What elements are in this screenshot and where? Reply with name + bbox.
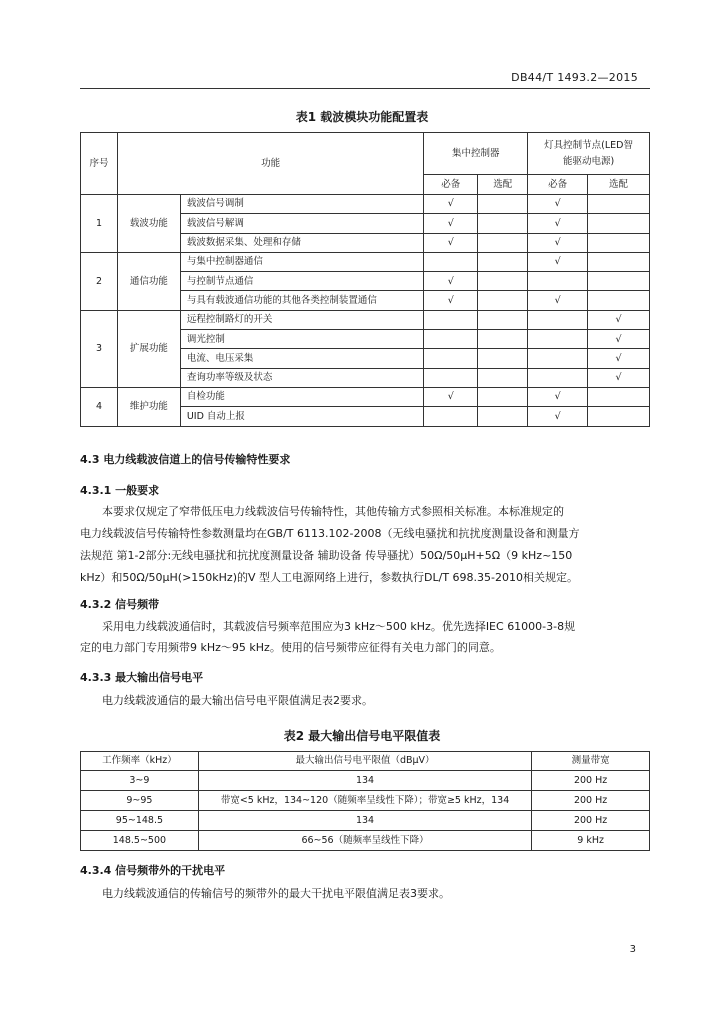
config-cell — [478, 310, 528, 329]
page-number: 3 — [629, 944, 636, 955]
group-name: 通信功能 — [117, 252, 180, 310]
table2-cell: 3~9 — [81, 771, 199, 791]
config-cell — [588, 368, 650, 387]
config-cell — [478, 349, 528, 368]
header-lamp-node — [528, 133, 650, 175]
table2-max-output-level — [80, 751, 650, 851]
config-cell — [528, 272, 588, 291]
table1-function-config — [80, 132, 650, 427]
config-cell — [528, 214, 588, 233]
config-cell — [528, 368, 588, 387]
header-rule — [80, 88, 650, 89]
table2-header-frequency: 工作频率（kHz） — [81, 752, 199, 771]
table2-cell: 200 Hz — [532, 811, 650, 831]
table-row — [81, 831, 650, 851]
config-cell — [424, 291, 478, 310]
function-item: UID 自动上报 — [180, 407, 424, 426]
function-item: 与集中控制器通信 — [180, 252, 424, 271]
config-cell — [588, 407, 650, 426]
check-mark: √ — [554, 256, 561, 268]
table-row — [81, 310, 650, 329]
section-4-3-1-paragraph-cont — [80, 523, 652, 589]
config-cell — [588, 291, 650, 310]
table2-cell: 200 Hz — [532, 791, 650, 811]
header-lamp-node-line2: 能驱动电源) — [562, 156, 615, 167]
group-number: 2 — [81, 252, 118, 310]
config-cell — [588, 330, 650, 349]
check-mark: √ — [554, 410, 561, 422]
table2-cell: 134 — [198, 811, 531, 831]
function-item: 载波信号解调 — [180, 214, 424, 233]
header-lamp-node-line1: 灯具控制节点(LED智 — [544, 139, 633, 151]
check-mark: √ — [447, 275, 454, 287]
group-number: 1 — [81, 195, 118, 253]
check-mark: √ — [554, 391, 561, 403]
config-cell — [588, 214, 650, 233]
check-mark: √ — [447, 294, 454, 306]
function-item: 载波数据采集、处理和存储 — [180, 233, 424, 252]
paragraph-line: 电力线载波信号传输特性参数测量均在GB/T 6113.102-2008（无线电骚扰和抗扰度测量设备和测量方 — [80, 527, 580, 540]
table-row — [81, 771, 650, 791]
table2-cell: 134 — [198, 771, 531, 791]
config-cell — [528, 407, 588, 426]
paragraph-line: 定的电力部门专用频带9 kHz～95 kHz。使用的信号频带应征得有关电力部门的同意。 — [80, 641, 501, 654]
function-item: 查询功率等级及状态 — [180, 368, 424, 387]
section-4-3-4-paragraph — [80, 883, 652, 905]
config-cell — [478, 330, 528, 349]
config-cell — [478, 291, 528, 310]
group-name: 载波功能 — [117, 195, 180, 253]
config-cell — [424, 233, 478, 252]
config-cell — [478, 195, 528, 214]
header-optional: 选配 — [588, 175, 650, 195]
section-4-3-1-title: 4.3.1 一般要求 — [80, 484, 160, 497]
header-optional: 选配 — [478, 175, 528, 195]
config-cell — [588, 233, 650, 252]
table2-header-limit: 最大输出信号电平限值（dBμV） — [198, 752, 531, 771]
table-row — [81, 811, 650, 831]
section-4-3-3-title: 4.3.3 最大输出信号电平 — [80, 671, 204, 684]
config-cell — [424, 310, 478, 329]
document-id: DB44/T 1493.2—2015 — [511, 71, 638, 84]
table2-cell: 66~56（随频率呈线性下降） — [198, 831, 531, 851]
config-cell — [424, 387, 478, 406]
check-mark: √ — [554, 198, 561, 210]
group-number: 3 — [81, 310, 118, 387]
config-cell — [588, 195, 650, 214]
config-cell — [478, 387, 528, 406]
config-cell — [424, 407, 478, 426]
check-mark: √ — [447, 391, 454, 403]
header-required: 必备 — [528, 175, 588, 195]
check-mark: √ — [554, 217, 561, 229]
section-4-3-3-paragraph — [80, 690, 652, 712]
group-number: 4 — [81, 387, 118, 426]
paragraph-line: kHz）和50Ω/50μH(>150kHz)的V 型人工电源网络上进行，参数执行DL/T 698.35-2010相关规定。 — [80, 571, 578, 584]
section-4-3-1-paragraph — [80, 501, 652, 523]
header-function: 功能 — [117, 133, 423, 195]
table-row — [81, 195, 650, 214]
config-cell — [478, 407, 528, 426]
config-cell — [528, 387, 588, 406]
section-4-3-4-title: 4.3.4 信号频带外的干扰电平 — [80, 864, 226, 877]
paragraph-line: 电力线载波通信的最大输出信号电平限值满足表2要求。 — [102, 694, 373, 707]
config-cell — [424, 252, 478, 271]
function-item: 载波信号调制 — [180, 195, 424, 214]
config-cell — [528, 310, 588, 329]
table2-cell: 148.5~500 — [81, 831, 199, 851]
section-4-3-2-title: 4.3.2 信号频带 — [80, 598, 160, 611]
config-cell — [588, 252, 650, 271]
config-cell — [478, 233, 528, 252]
config-cell — [528, 252, 588, 271]
check-mark: √ — [554, 237, 561, 249]
group-name: 维护功能 — [117, 387, 180, 426]
section-4-3-2-paragraph — [80, 616, 652, 638]
config-cell — [424, 195, 478, 214]
paragraph-line: 法规范 第1-2部分:无线电骚扰和抗扰度测量设备 辅助设备 传导骚扰）50Ω/50μH+5Ω（9 kHz~150 — [80, 549, 573, 562]
config-cell — [528, 349, 588, 368]
header-no: 序号 — [81, 133, 118, 195]
paragraph-line: 本要求仅规定了窄带低压电力线载波信号传输特性，其他传输方式参照相关标准。本标准规定的 — [102, 505, 564, 518]
check-mark: √ — [615, 372, 622, 384]
config-cell — [424, 368, 478, 387]
table2-cell: 9~95 — [81, 791, 199, 811]
config-cell — [588, 387, 650, 406]
function-item: 调光控制 — [180, 330, 424, 349]
table2-cell: 9 kHz — [532, 831, 650, 851]
function-item: 远程控制路灯的开关 — [180, 310, 424, 329]
table2-cell: 带宽<5 kHz，134~120（随频率呈线性下降）；带宽≥5 kHz，134 — [198, 791, 531, 811]
table2-header-bandwidth: 测量带宽 — [532, 752, 650, 771]
paragraph-line: 电力线载波通信的传输信号的频带外的最大干扰电平限值满足表3要求。 — [102, 887, 450, 900]
check-mark: √ — [615, 333, 622, 345]
config-cell — [478, 214, 528, 233]
check-mark: √ — [447, 237, 454, 249]
config-cell — [588, 310, 650, 329]
paragraph-line: 采用电力线载波通信时，其载波信号频率范围应为3 kHz～500 kHz。优先选择IEC 61000-3-8规 — [102, 620, 576, 633]
check-mark: √ — [447, 198, 454, 210]
check-mark: √ — [554, 294, 561, 306]
config-cell — [528, 233, 588, 252]
function-item: 自检功能 — [180, 387, 424, 406]
config-cell — [424, 214, 478, 233]
config-cell — [478, 272, 528, 291]
config-cell — [588, 272, 650, 291]
config-cell — [478, 252, 528, 271]
config-cell — [478, 368, 528, 387]
table1-caption: 表1 载波模块功能配置表 — [295, 110, 429, 124]
section-4-3-title: 4.3 电力线载波信道上的信号传输特性要求 — [80, 453, 291, 466]
config-cell — [424, 349, 478, 368]
group-name: 扩展功能 — [117, 310, 180, 387]
function-item: 电流、电压采集 — [180, 349, 424, 368]
config-cell — [528, 330, 588, 349]
config-cell — [424, 330, 478, 349]
check-mark: √ — [615, 314, 622, 326]
check-mark: √ — [447, 217, 454, 229]
config-cell — [528, 195, 588, 214]
config-cell — [528, 291, 588, 310]
table-row — [81, 252, 650, 271]
table2-caption: 表2 最大输出信号电平限值表 — [283, 729, 441, 743]
header-central-controller: 集中控制器 — [424, 133, 528, 175]
table-row — [81, 387, 650, 406]
function-item: 与控制节点通信 — [180, 272, 424, 291]
table2-cell: 95~148.5 — [81, 811, 199, 831]
section-4-3-2-paragraph-cont — [80, 637, 652, 659]
table-row — [81, 791, 650, 811]
table2-cell: 200 Hz — [532, 771, 650, 791]
header-required: 必备 — [424, 175, 478, 195]
config-cell — [588, 349, 650, 368]
config-cell — [424, 272, 478, 291]
function-item: 与具有载波通信功能的其他各类控制装置通信 — [180, 291, 424, 310]
check-mark: √ — [615, 352, 622, 364]
